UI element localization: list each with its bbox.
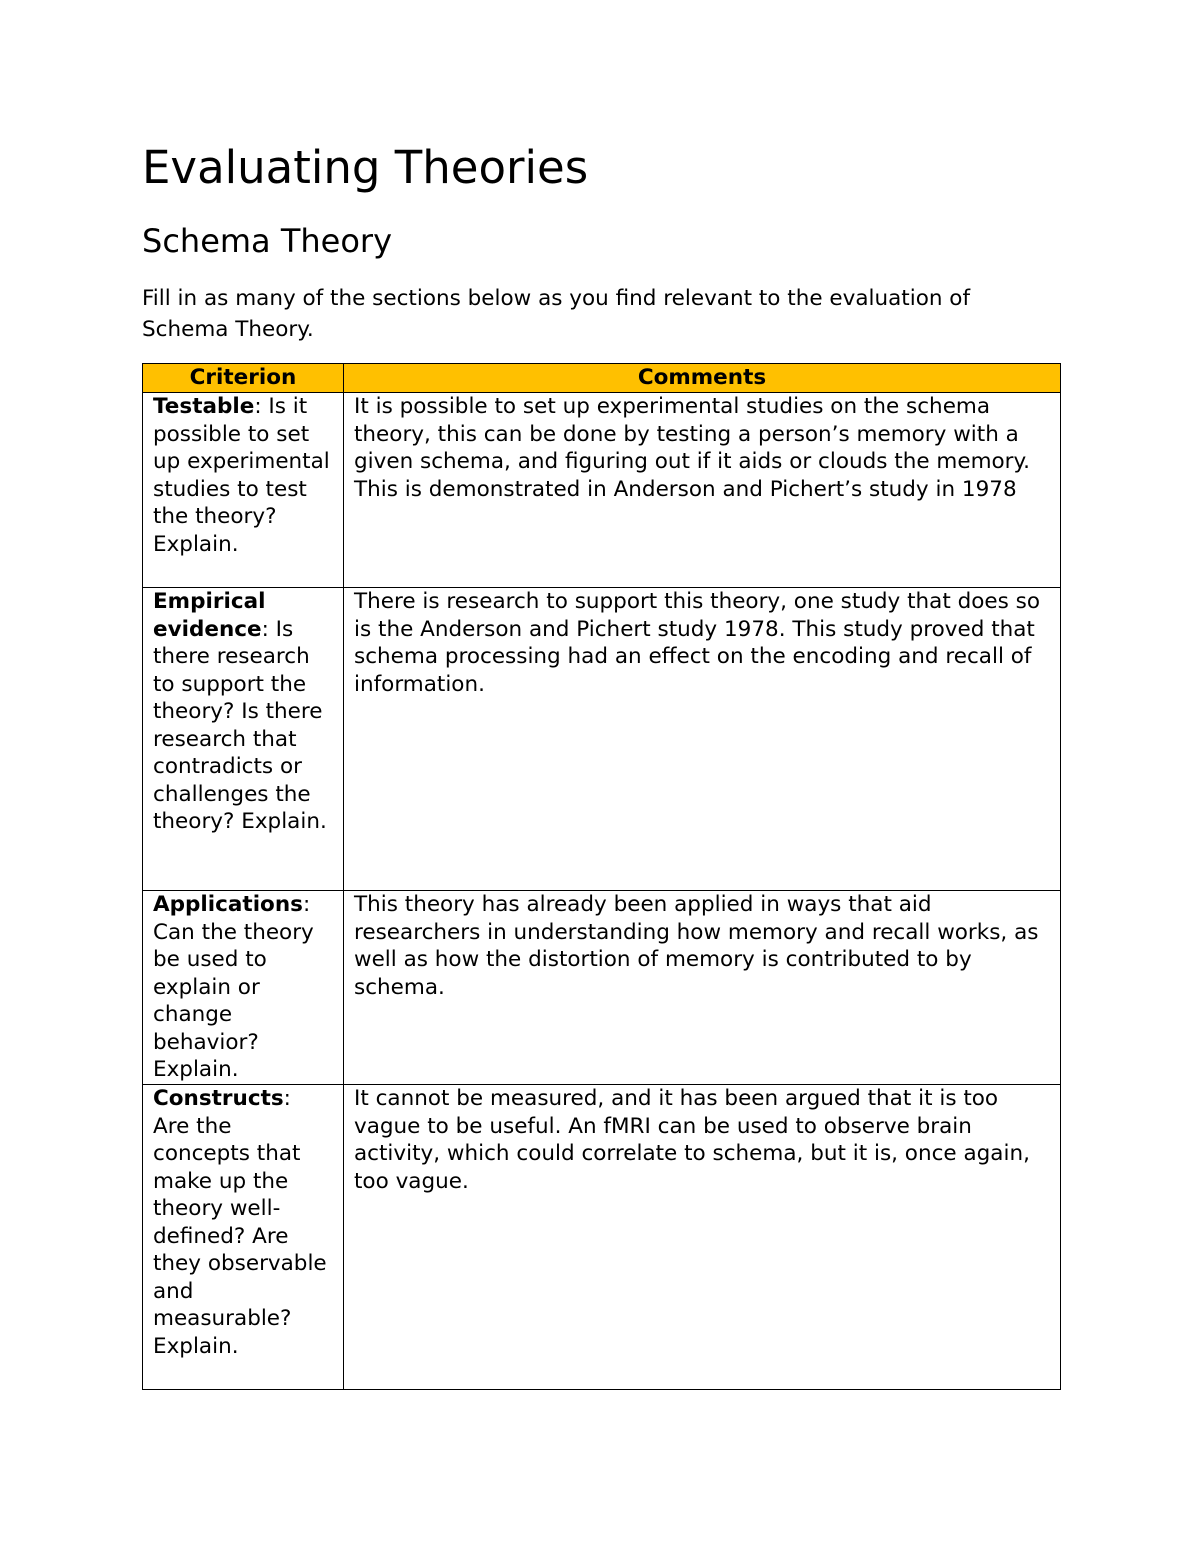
criterion-question: : Is there research to support the theory? Is there research that contradicts or challenges the theory? Explain. <box>153 616 327 834</box>
criterion-column-header: Criterion <box>143 364 344 393</box>
criterion-title: Constructs <box>153 1086 284 1111</box>
criterion-title: Testable <box>153 394 255 419</box>
criterion-cell <box>143 1085 344 1390</box>
criterion-cell <box>143 393 344 588</box>
table-row-empirical-evidence <box>143 588 1061 891</box>
comment-cell: This theory has already been applied in ways that aid researchers in understanding how memory and recall works, as well as how the distortion of memory is contributed to by schema. <box>344 891 1061 1085</box>
document-subtitle: Schema Theory <box>142 222 393 260</box>
evaluation-table <box>142 363 1061 1390</box>
table-row-constructs <box>143 1085 1061 1390</box>
comment-cell: It is possible to set up experimental studies on the schema theory, this can be done by testing a person’s memory with a given schema, and figuring out if it aids or clouds the memory. This is demonstrated in Anderson and Pichert’s study in 1978 <box>344 393 1061 588</box>
criterion-cell <box>143 588 344 891</box>
criterion-question: : Are the concepts that make up the theory well-defined? Are they observable and measurable? Explain. <box>153 1086 327 1359</box>
table-header-row <box>143 364 1061 393</box>
table-row-applications <box>143 891 1061 1085</box>
criterion-question: : Is it possible to set up experimental studies to test the theory? Explain. <box>153 394 330 557</box>
comment-cell: It cannot be measured, and it has been argued that it is too vague to be useful. An fMRI can be used to observe brain activity, which could correlate to schema, but it is, once again, too vague. <box>344 1085 1061 1390</box>
document-title: Evaluating Theories <box>142 141 589 194</box>
comment-cell: There is research to support this theory, one study that does so is the Anderson and Pichert study 1978. This study proved that schema processing had an effect on the encoding and recall of information. <box>344 588 1061 891</box>
criterion-cell <box>143 891 344 1085</box>
criterion-title: Applications <box>153 892 303 917</box>
criterion-question: : Can the theory be used to explain or change behavior? Explain. <box>153 892 314 1082</box>
intro-paragraph: Fill in as many of the sections below as you find relevant to the evaluation of Schema Theory. <box>142 286 971 342</box>
comments-column-header: Comments <box>344 364 1061 393</box>
criterion-title: Empirical evidence <box>153 589 266 642</box>
table-row-testable <box>143 393 1061 588</box>
